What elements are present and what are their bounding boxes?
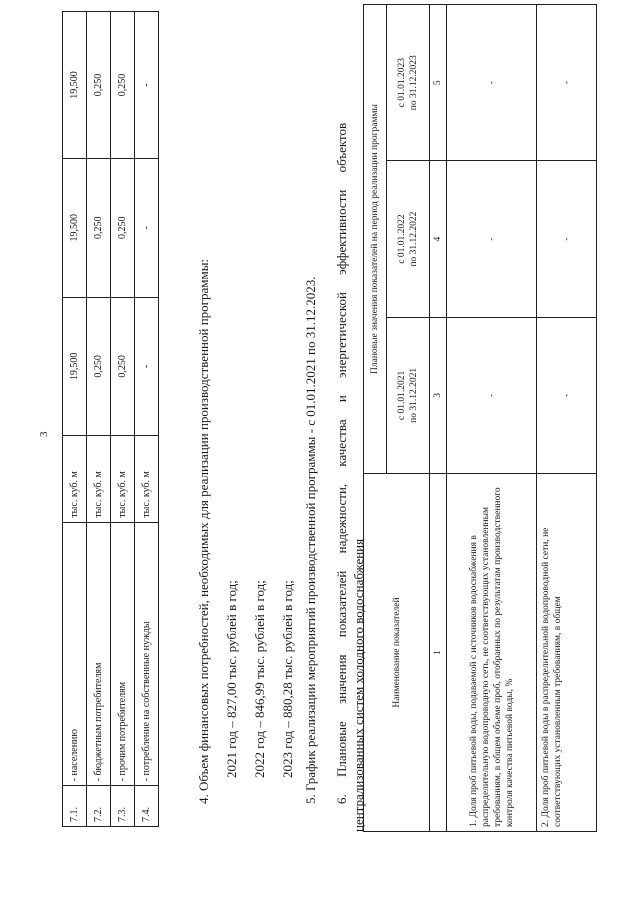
row-unit: тыс. куб. м: [87, 436, 111, 523]
period-header-2022: [387, 161, 430, 317]
period-to: по 31.12.2021: [409, 367, 419, 423]
section-5-text: 5. График реализации мероприятий производственной программы - с 01.01.2021 по 31.12.2023.: [303, 276, 318, 804]
row-number: 7.3.: [111, 786, 135, 827]
row-name: - потребление на собственные нужды: [135, 522, 159, 786]
row-name: - прочим потребителям: [111, 522, 135, 786]
value-cell: -: [447, 161, 537, 317]
value-cell: 0,250: [111, 12, 135, 159]
column-number: 3: [430, 317, 447, 473]
period-to: по 31.12.2022: [409, 211, 419, 267]
finance-line-2022: 2022 год – 846,99 тыс. рублей в год;: [252, 580, 267, 778]
column-numbers-row: [430, 5, 447, 832]
value-cell: -: [537, 317, 597, 473]
column-number: 4: [430, 161, 447, 317]
row-name: - бюджетным потребителям: [87, 522, 111, 786]
row-number: 7.2.: [87, 786, 111, 827]
column-number: 5: [430, 5, 447, 161]
table-row: [135, 12, 159, 827]
value-cell: 19,500: [63, 158, 87, 297]
value-cell: 19,500: [63, 297, 87, 436]
column-header-name: Наименование показателей: [364, 474, 430, 832]
row-name: - населению: [63, 522, 87, 786]
section-6-heading-cont: централизованных систем холодного водоснабжения: [351, 538, 366, 832]
consumption-table: [62, 11, 159, 827]
row-unit: тыс. куб. м: [135, 436, 159, 523]
row-unit: тыс. куб. м: [111, 436, 135, 523]
indicator-name: 1. Доля проб питьевой воды, подаваемой с источников водоснабжения в распределительную водопроводную сеть, не соответствующих установленным требованиям, в общем объеме проб, отобранных по результатам производственного контроля качества питьевой воды, %: [447, 474, 537, 832]
row-unit: тыс. куб. м: [63, 436, 87, 523]
table-row: [537, 5, 597, 832]
table-row: [87, 12, 111, 827]
finance-line-2023: 2023 год – 880,28 тыс. рублей в год;: [280, 580, 295, 778]
period-header-2021: [387, 317, 430, 473]
table-row: [111, 12, 135, 827]
page-number: 3: [38, 431, 50, 437]
period-to: по 31.12.2023: [409, 55, 419, 111]
table-row: [447, 5, 537, 832]
period-from: с 01.01.2021: [397, 370, 407, 421]
section-6-heading: 6. Плановые значения показателей надежности, качества и энергетической эффективности объектов: [334, 122, 349, 804]
column-group-header: Плановые значения показателей на период реализации программы: [364, 5, 387, 474]
value-cell: 0,250: [111, 297, 135, 436]
period-from: с 01.01.2022: [397, 214, 407, 264]
value-cell: 19,500: [63, 12, 87, 159]
indicators-table: [363, 4, 597, 832]
value-cell: -: [537, 161, 597, 317]
value-cell: -: [135, 158, 159, 297]
indicator-name: 2. Доля проб питьевой воды в распределительной водопроводной сети, не соответствующих установленным требованиям, в общем: [537, 474, 597, 832]
value-cell: 0,250: [111, 158, 135, 297]
value-cell: -: [135, 297, 159, 436]
table-row: [63, 12, 87, 827]
value-cell: -: [537, 5, 597, 161]
section-4-heading: 4. Объем финансовых потребностей, необходимых для реализации производственной программы:: [196, 258, 211, 804]
value-cell: -: [135, 12, 159, 159]
table-header-row: [364, 5, 387, 832]
value-cell: -: [447, 5, 537, 161]
period-header-2023: [387, 5, 430, 161]
value-cell: 0,250: [87, 297, 111, 436]
value-cell: 0,250: [87, 12, 111, 159]
value-cell: -: [447, 317, 537, 473]
finance-line-2021: 2021 год – 827,00 тыс. рублей в год;: [224, 580, 239, 778]
value-cell: 0,250: [87, 158, 111, 297]
row-number: 7.1.: [63, 786, 87, 827]
period-from: с 01.01.2023: [397, 58, 407, 108]
row-number: 7.4.: [135, 786, 159, 827]
column-number: 1: [430, 474, 447, 832]
